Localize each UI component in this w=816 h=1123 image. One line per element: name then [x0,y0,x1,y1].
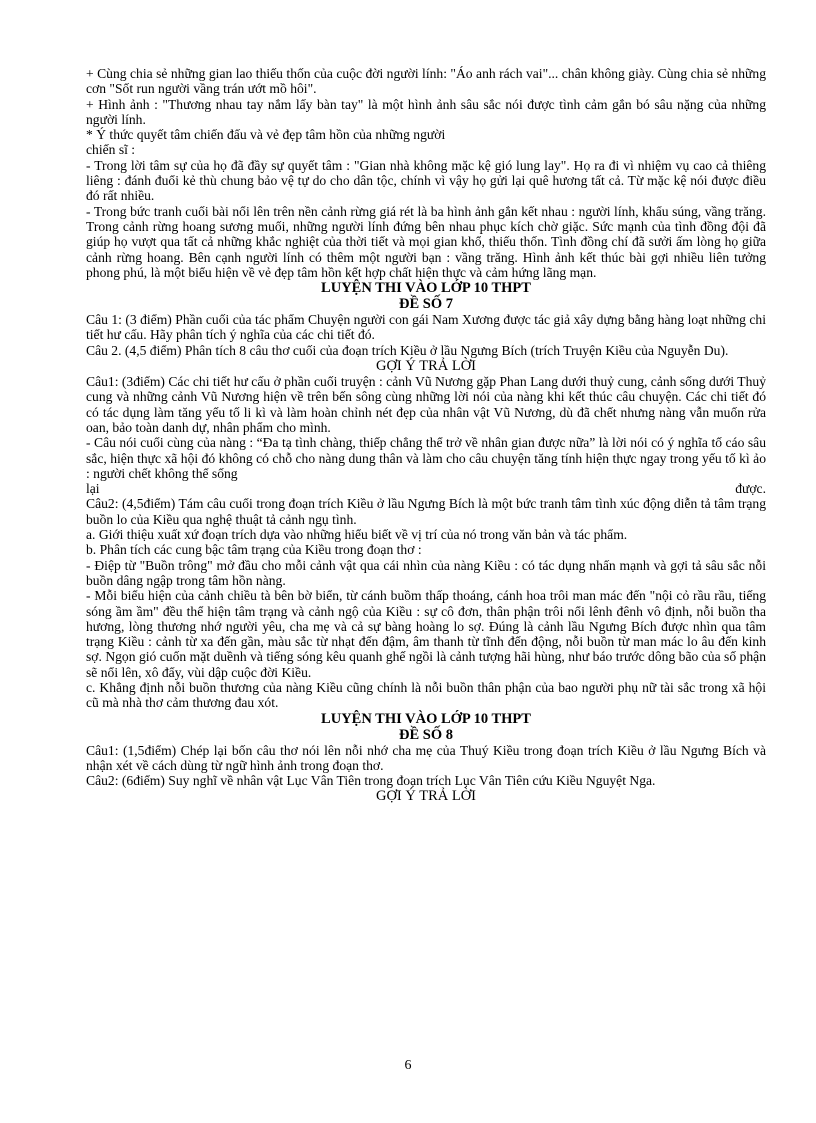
answer-heading: GỢI Ý TRẢ LỜI [375,788,476,805]
paragraph: - Câu nói cuối cùng của nàng : “Đa tạ tình chàng, thiếp chẳng thể trở về nhân gian được nữa” là lời nói có ý nghĩa tố cáo sâu sắc, hiện thực xã hội đó không có chỗ cho nàng dung thân và làm cho câu chuyện tăng tính hiện thực ngay trong yếu tố kì ảo : người chết không thể sống [86,435,766,481]
continuation-left: lại [86,481,100,497]
paragraph: Câu1: (3điểm) Các chi tiết hư cấu ở phần cuối truyện : cảnh Vũ Nương gặp Phan Lang dưới thuỷ cung, cảnh sống dưới Thuỷ cung và những cảnh Vũ Nương hiện về trên bến sông cùng những lời nói của nàng khi kết thúc câu chuyện. Các chi tiết đó có tác dụng làm tăng yếu tố li kì và làm hoàn chỉnh nét đẹp của nhân vật Vũ Nương, dù đã chết nhưng nàng vẫn muốn rửa oan, bảo toàn danh dự, nhân phẩm cho mình. [86,374,766,435]
paragraph: c. Khẳng định nỗi buồn thương của nàng Kiều cũng chính là nỗi buồn thân phận của bao người phụ nữ tài sắc trong xã hội cũ mà nhà thơ cảm thương đau xót. [86,679,766,711]
paragraph: - Điệp từ "Buồn trông" mở đầu cho mỗi cảnh vật qua cái nhìn của nàng Kiều : có tác dụng nhấn mạnh và gợi tả sâu sắc nỗi buồn dâng ngập trong tâm hồn nàng. [86,557,766,588]
paragraph: + Cùng chia sẻ những gian lao thiếu thốn của cuộc đời người lính: "Áo anh rách vai"... chân không giày. Cùng chia sẻ những cơn "Sốt run người vầng trán ướt mồ hôi". [86,66,766,97]
page-number: 6 [404,1058,412,1073]
paragraph: - Mỗi biểu hiện của cảnh chiều tà bên bờ biển, từ cánh buồm thấp thoáng, cánh hoa trôi man mác đến "nội cỏ rầu rầu, tiếng sóng ầm ầm" đều thể hiện tâm trạng và cảnh ngộ của Kiều : sự cô đơn, thân phận trôi nổi lênh đênh vô định, nỗi buồn tha hương, lòng thương nhớ người yêu, cha mẹ và cả sự bàng hoàng lo sợ. Đúng là cảnh lầu Ngưng Bích được nhìn qua tâm trạng Kiều : cảnh từ xa đến gần, màu sắc từ nhạt đến đậm, âm thanh từ tĩnh đến động, nỗi buồn từ man mác lo âu đến kinh sợ. Ngọn gió cuốn mặt duềnh và tiếng sóng kêu quanh ghế ngồi là cảnh tượng hãi hùng, như báo trước dông bão của số phận sẽ nổi lên, xô đẩy, vùi dập cuộc đời Kiều. [86,588,766,680]
paragraph: + Hình ảnh : "Thương nhau tay nắm lấy bàn tay" là một hình ảnh sâu sắc nói được tình cảm gắn bó sâu nặng của những người lính. [86,96,766,127]
paragraph: Câu2: (4,5điểm) Tám câu cuối trong đoạn trích Kiều ở lầu Ngưng Bích là một bức tranh tâm tình xúc động diễn tả tâm trạng buồn lo của Kiều qua nghệ thuật tả cảnh ngụ tình. [86,496,766,527]
paragraph: Câu 2. (4,5 điểm) Phân tích 8 câu thơ cuối của đoạn trích Kiều ở lầu Ngưng Bích (trích Truyện Kiều của Nguyễn Du). [86,342,729,358]
paragraph: Câu2: (6điểm) Suy nghĩ về nhân vật Lục Vân Tiên trong đoạn trích Lục Vân Tiên cứu Kiều Nguyệt Nga. [86,773,656,789]
section-heading: ĐỀ SỐ 7 [399,296,453,313]
answer-heading: GỢI Ý TRẢ LỜI [375,358,476,375]
document-page [86,66,766,804]
section-heading: LUYỆN THI VÀO LỚP 10 THPT [321,280,531,297]
paragraph-continuation [86,481,766,496]
paragraph: b. Phân tích các cung bậc tâm trạng của Kiều trong đoạn thơ : [86,542,422,558]
section-heading: ĐỀ SỐ 8 [399,726,453,743]
paragraph: * Ý thức quyết tâm chiến đấu và vẻ đẹp tâm hồn của những người [86,127,446,143]
paragraph: a. Giới thiệu xuất xứ đoạn trích dựa vào những hiểu biết về vị trí của nó trong văn bản và tác phẩm. [86,527,628,543]
paragraph: Câu 1: (3 điểm) Phần cuối của tác phẩm Chuyện người con gái Nam Xương được tác giả xây dựng bằng hàng loạt những chi tiết hư cấu. Hãy phân tích ý nghĩa của các chi tiết đó. [86,312,766,343]
paragraph: - Trong bức tranh cuối bài nổi lên trên nền cảnh rừng giá rét là ba hình ảnh gắn kết nhau : người lính, khẩu súng, vầng trăng. Trong cảnh rừng hoang sương muối, những người lính đứng bên nhau phục kích chờ giặc. Sức mạnh của tình đồng đội đã giúp họ vượt qua tất cả những khắc nghiệt của thời tiết và mọi gian khổ, thiếu thốn. Tình đồng chí đã sưởi ấm lòng họ giữa cảnh rừng hoang. Bên cạnh người lính có thêm một người bạn : vầng trăng. Hình ảnh kết thúc bài gợi nhiều liên tưởng phong phú, là một biểu hiện về vẻ đẹp tâm hồn kết hợp chất hiện thực và cảm hứng lãng mạn. [86,203,766,280]
continuation-right: được. [735,481,766,497]
paragraph: chiến sĩ : [86,142,136,158]
section-heading: LUYỆN THI VÀO LỚP 10 THPT [321,710,531,727]
paragraph: Câu1: (1,5điểm) Chép lại bốn câu thơ nói lên nỗi nhớ cha mẹ của Thuý Kiều trong đoạn trích Kiều ở lầu Ngưng Bích và nhận xét về cách dùng từ ngữ hình ảnh trong đoạn thơ. [86,742,766,773]
paragraph: - Trong lời tâm sự của họ đã đầy sự quyết tâm : "Gian nhà không mặc kệ gió lung lay". Họ ra đi vì nhiệm vụ cao cả thiêng liêng : đánh đuổi kẻ thù chung bảo vệ tự do cho dân tộc, chính vì vậy họ gửi lại quê hương tất cả. Từ mặc kệ nói được điều đó rất nhiều. [86,157,766,204]
